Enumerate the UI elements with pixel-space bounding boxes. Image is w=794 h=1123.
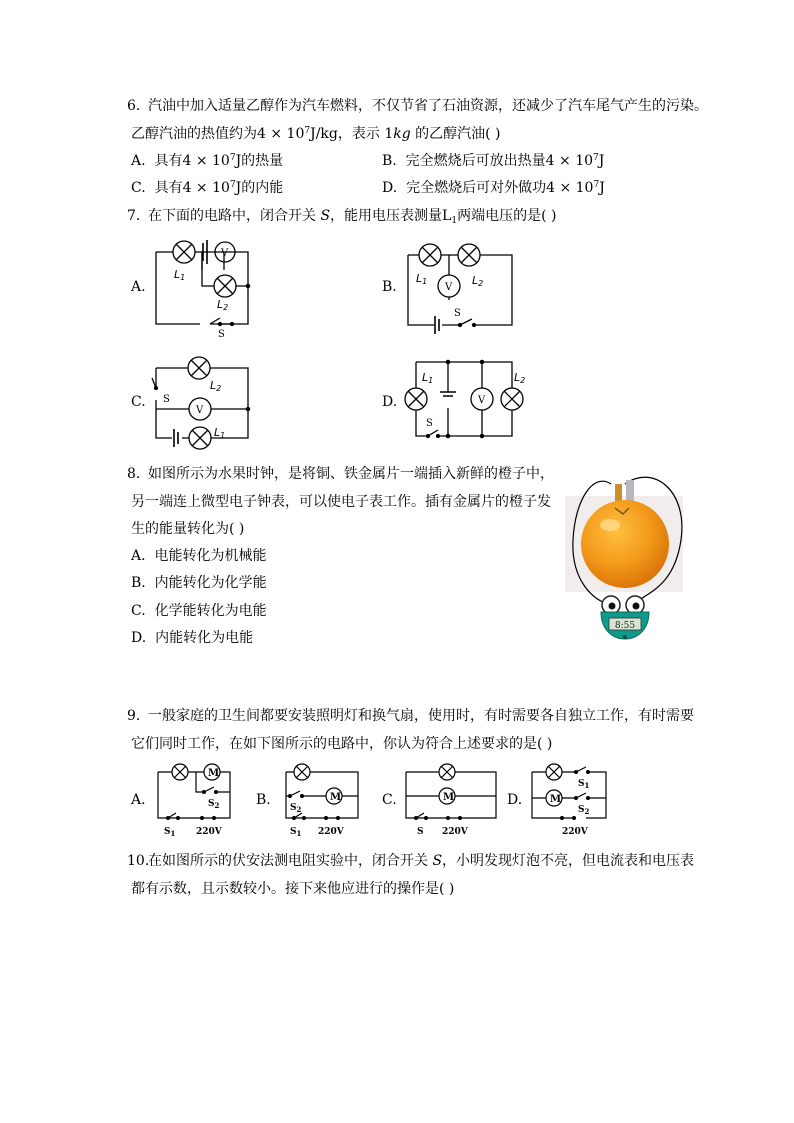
q10-stem-line1: 在如图所示的伏安法测电阻实验中，闭合开关 S，小明发现灯泡不亮，但电流表和电压表 bbox=[148, 853, 695, 869]
q7-option-b[interactable]: B. bbox=[382, 279, 397, 295]
q10-stem-line2: 都有示数，且示数较小。接下来他应进行的操作是( ) bbox=[131, 881, 455, 897]
svg-text:L1: L1 bbox=[422, 371, 434, 385]
q9-option-c[interactable]: C. bbox=[382, 792, 397, 808]
q6-number: 6. bbox=[127, 98, 141, 114]
q9-circuit-b bbox=[280, 762, 364, 842]
q6-stem-line1: 汽油中加入适量乙醇作为汽车燃料，不仅节省了石油资源，还减少了汽车尾气产生的污染。 bbox=[148, 98, 708, 114]
svg-text:L2: L2 bbox=[472, 274, 484, 288]
q7-circuit-a bbox=[150, 236, 254, 340]
svg-text:M: M bbox=[443, 792, 455, 803]
q8-option-d[interactable]: D. 内能转化为电能 bbox=[131, 630, 254, 646]
q7-stem: 在下面的电路中，闭合开关 S，能用电压表测量$L_1$两端电压的是( ) bbox=[148, 208, 557, 226]
svg-text:M: M bbox=[330, 792, 342, 803]
q9-option-a[interactable]: A. bbox=[131, 792, 146, 808]
svg-text:L1: L1 bbox=[416, 272, 428, 286]
q7-circuit-c bbox=[150, 352, 254, 446]
svg-text:220V: 220V bbox=[318, 827, 344, 837]
q7-circuit-b bbox=[402, 240, 518, 332]
svg-text:S2: $S_2$ bbox=[578, 805, 590, 816]
q9-circuit-d bbox=[526, 762, 616, 842]
svg-text:S1: $S_1$ bbox=[290, 827, 302, 838]
q7-circuit-d bbox=[402, 354, 532, 444]
q6-option-c[interactable]: C. 具有$4 \times 10^7J$的内能 bbox=[131, 180, 284, 196]
svg-text:S: S bbox=[218, 329, 225, 340]
q9-circuit-c bbox=[402, 762, 502, 842]
q9-stem-line1: 一般家庭的卫生间都要安装照明灯和换气扇，使用时，有时需要各自独立工作，有时需要 bbox=[148, 708, 694, 724]
svg-text:L1: L1 bbox=[214, 426, 226, 440]
svg-text:S: S bbox=[417, 827, 424, 837]
q7-number: 7. bbox=[127, 208, 141, 224]
q7-option-a[interactable]: A. bbox=[131, 279, 146, 295]
q10-number: 10. bbox=[127, 853, 150, 869]
svg-text:S: S bbox=[426, 418, 433, 429]
q7-option-d[interactable]: D. bbox=[382, 394, 398, 410]
svg-text:220V: 220V bbox=[196, 827, 222, 837]
q7-option-c[interactable]: C. bbox=[131, 394, 146, 410]
q8-option-a[interactable]: A. 电能转化为机械能 bbox=[131, 548, 267, 564]
q6-option-d[interactable]: D. 完全燃烧后可对外做功$4 \times 10^7J$ bbox=[382, 180, 605, 196]
q8-option-c[interactable]: C. 化学能转化为电能 bbox=[131, 603, 267, 619]
q9-number: 9. bbox=[127, 708, 141, 724]
svg-text:L2: L2 bbox=[210, 379, 222, 393]
q9-circuit-a bbox=[152, 762, 236, 842]
q9-option-b[interactable]: B. bbox=[256, 792, 271, 808]
q8-stem-line1: 如图所示为水果时钟，是将铜、铁金属片一端插入新鲜的橙子中， bbox=[148, 466, 554, 482]
svg-text:S2: $S_2$ bbox=[290, 803, 302, 814]
svg-text:V: V bbox=[445, 282, 453, 293]
svg-text:S2: $S_2$ bbox=[208, 799, 220, 810]
svg-text:L2: L2 bbox=[514, 371, 526, 385]
q9-stem-line2: 它们同时工作，在如下图所示的电路中，你认为符合上述要求的是( ) bbox=[131, 736, 553, 752]
q9-option-d[interactable]: D. bbox=[507, 792, 523, 808]
svg-text:L1: L1 bbox=[174, 268, 186, 282]
fruit-clock-image bbox=[563, 470, 691, 646]
svg-text:S1: $S_1$ bbox=[578, 779, 590, 790]
svg-text:220V: 220V bbox=[562, 827, 588, 837]
svg-text:L2: L2 bbox=[217, 298, 229, 312]
q6-option-a[interactable]: A. 具有$4 \times 10^7J$的热量 bbox=[131, 153, 284, 169]
voltmeter-label: V bbox=[221, 248, 229, 259]
svg-text:V: V bbox=[196, 405, 204, 416]
orange bbox=[581, 500, 669, 588]
svg-text:S1: $S_1$ bbox=[164, 827, 176, 838]
svg-text:220V: 220V bbox=[442, 827, 468, 837]
svg-text:S: S bbox=[454, 308, 461, 319]
svg-text:M: M bbox=[550, 794, 562, 805]
clock-face bbox=[601, 596, 649, 639]
clock-display: 8:55 bbox=[614, 621, 636, 631]
svg-text:S: S bbox=[163, 394, 170, 405]
q6-option-b[interactable]: B. 完全燃烧后可放出热量$4 \times 10^7J$ bbox=[382, 153, 605, 169]
svg-text:V: V bbox=[478, 395, 486, 406]
q8-stem-line2: 另一端连上微型电子钟表，可以使电子表工作。插有金属片的橙子发 bbox=[131, 494, 551, 510]
q8-stem-line3: 生的能量转化为( ) bbox=[131, 521, 245, 537]
svg-text:M: M bbox=[208, 768, 220, 779]
q8-number: 8. bbox=[127, 466, 141, 482]
q6-stem-line2: 乙醇汽油的热值约为$4 \times 10^7J/kg$，表示 1kg 的乙醇汽油( ) bbox=[131, 126, 501, 142]
q8-option-b[interactable]: B. 内能转化为化学能 bbox=[131, 575, 267, 591]
